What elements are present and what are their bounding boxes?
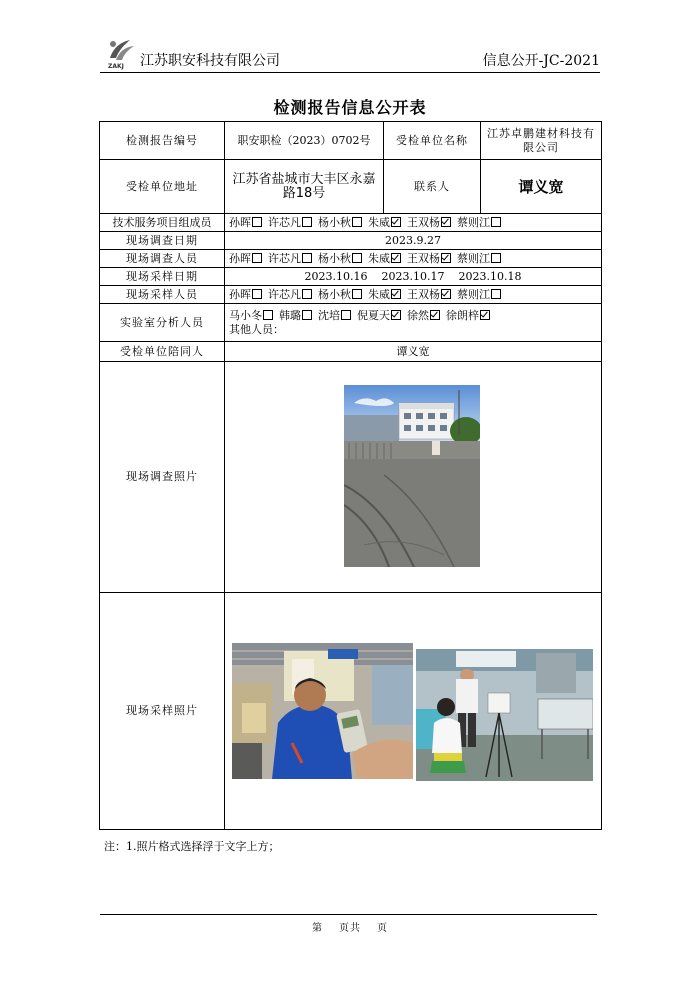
escort-value: 谭义宽 — [225, 342, 602, 362]
survey-staff — [225, 250, 602, 268]
team-label: 技术服务项目组成员 — [100, 214, 225, 232]
page-header — [100, 36, 600, 73]
report-no-value: 职安职检（2023）0702号 — [225, 122, 384, 160]
team-members — [225, 214, 602, 232]
unchecked-box-icon — [352, 253, 362, 263]
checked-box-icon — [391, 289, 401, 299]
svg-text:ZAKJ: ZAKJ — [108, 63, 124, 70]
staff-name: 徐然 — [407, 308, 429, 322]
staff-name: 杨小秋 — [318, 251, 351, 265]
staff-member — [446, 309, 496, 322]
staff-member — [268, 252, 318, 265]
footer-page-end: 页 — [377, 923, 388, 934]
staff-name: 王双杨 — [407, 287, 440, 301]
sampling-staff-label: 现场采样人员 — [100, 286, 225, 304]
table-row — [100, 593, 602, 830]
checked-box-icon — [480, 310, 490, 320]
lab-staff — [229, 309, 597, 323]
table-note: 注：1.照片格式选择浮于文字上方； — [104, 840, 280, 853]
staff-name: 孙晖 — [229, 251, 251, 265]
table-row — [100, 250, 602, 268]
staff-member — [318, 216, 368, 229]
staff-name: 朱威 — [368, 215, 390, 229]
unchecked-box-icon — [341, 310, 351, 320]
survey-photo-label: 现场调查照片 — [100, 362, 225, 593]
staff-member — [368, 288, 407, 301]
lab-cell — [225, 304, 602, 342]
staff-name: 朱威 — [368, 287, 390, 301]
staff-name: 许芯凡 — [268, 215, 301, 229]
staff-member — [268, 288, 318, 301]
staff-name: 孙晖 — [229, 215, 251, 229]
sampling-photo-2 — [416, 649, 593, 781]
staff-member — [279, 309, 318, 322]
contact-value: 谭义宽 — [481, 160, 602, 214]
survey-staff-label: 现场调查人员 — [100, 250, 225, 268]
table-row — [100, 232, 602, 250]
footer-page-label: 第 — [312, 923, 323, 934]
staff-member — [357, 309, 407, 322]
checked-box-icon — [441, 289, 451, 299]
staff-name: 徐朗梓 — [446, 308, 479, 322]
report-no-label: 检测报告编号 — [100, 122, 225, 160]
staff-name: 王双杨 — [407, 215, 440, 229]
survey-date-value: 2023.9.27 — [225, 232, 602, 250]
address-value: 江苏省盐城市大丰区永嘉路18号 — [225, 160, 384, 214]
staff-name: 蔡则江 — [457, 287, 490, 301]
checked-box-icon — [441, 253, 451, 263]
checked-box-icon — [391, 253, 401, 263]
staff-name: 韩璐 — [279, 308, 301, 322]
unchecked-box-icon — [263, 310, 273, 320]
staff-member — [318, 309, 357, 322]
sampling-photo-cell — [225, 593, 602, 830]
unchecked-box-icon — [252, 289, 262, 299]
table-row — [100, 362, 602, 593]
staff-name: 许芯凡 — [268, 287, 301, 301]
unchecked-box-icon — [302, 217, 312, 227]
staff-member — [407, 252, 457, 265]
staff-member — [229, 309, 279, 322]
staff-member — [457, 216, 507, 229]
sampling-date-label: 现场采样日期 — [100, 268, 225, 286]
table-row — [100, 160, 602, 214]
unchecked-box-icon — [302, 253, 312, 263]
sampling-dates-value: 2023.10.16 2023.10.17 2023.10.18 — [225, 268, 602, 286]
company-name: 江苏职安科技有限公司 — [140, 53, 280, 69]
unchecked-box-icon — [491, 253, 501, 263]
staff-member — [229, 288, 268, 301]
unchecked-box-icon — [491, 217, 501, 227]
staff-member — [407, 216, 457, 229]
table-row — [100, 268, 602, 286]
staff-member — [268, 216, 318, 229]
table-row — [100, 304, 602, 342]
table-row — [100, 286, 602, 304]
staff-name: 王双杨 — [407, 251, 440, 265]
unchecked-box-icon — [302, 310, 312, 320]
unchecked-box-icon — [491, 289, 501, 299]
footer-page-mid: 页共 — [339, 923, 361, 934]
staff-name: 倪夏天 — [357, 308, 390, 322]
table-row — [100, 122, 602, 160]
page-title: 检测报告信息公开表 — [273, 98, 427, 117]
staff-name: 马小冬 — [229, 308, 262, 322]
checked-box-icon — [391, 310, 401, 320]
unchecked-box-icon — [252, 217, 262, 227]
staff-member — [318, 288, 368, 301]
staff-member — [229, 216, 268, 229]
staff-name: 许芯凡 — [268, 251, 301, 265]
table-row — [100, 214, 602, 232]
table-row — [100, 342, 602, 362]
staff-name: 孙晖 — [229, 287, 251, 301]
document-code: 信息公开-JC-2021 — [482, 53, 600, 69]
sampling-staff — [225, 286, 602, 304]
lab-others: 其他人员： — [229, 322, 284, 336]
staff-member — [407, 309, 446, 322]
address-label: 受检单位地址 — [100, 160, 225, 214]
checked-box-icon — [441, 217, 451, 227]
staff-member — [229, 252, 268, 265]
staff-member — [457, 252, 507, 265]
contact-label: 联系人 — [384, 160, 481, 214]
staff-name: 朱威 — [368, 251, 390, 265]
lab-label: 实验室分析人员 — [100, 304, 225, 342]
survey-site-photo — [344, 385, 480, 567]
staff-member — [318, 252, 368, 265]
staff-member — [407, 288, 457, 301]
escort-label: 受检单位陪同人 — [100, 342, 225, 362]
checked-box-icon — [391, 217, 401, 227]
checked-box-icon — [430, 310, 440, 320]
survey-photo-cell — [225, 362, 602, 593]
staff-name: 蔡则江 — [457, 215, 490, 229]
staff-name: 杨小秋 — [318, 287, 351, 301]
staff-member — [368, 252, 407, 265]
info-table — [99, 121, 602, 830]
staff-name: 杨小秋 — [318, 215, 351, 229]
staff-name: 沈培 — [318, 308, 340, 322]
staff-member — [457, 288, 507, 301]
unchecked-box-icon — [252, 253, 262, 263]
sampling-photo-1 — [232, 643, 413, 779]
footer-divider — [100, 914, 597, 915]
unchecked-box-icon — [352, 217, 362, 227]
unchecked-box-icon — [352, 289, 362, 299]
page-footer — [0, 919, 700, 934]
staff-name: 蔡则江 — [457, 251, 490, 265]
unchecked-box-icon — [302, 289, 312, 299]
staff-member — [368, 216, 407, 229]
sampling-photo-label: 现场采样照片 — [100, 593, 225, 830]
client-label: 受检单位名称 — [384, 122, 481, 160]
survey-date-label: 现场调查日期 — [100, 232, 225, 250]
client-value: 江苏卓鹏建材科技有限公司 — [481, 122, 602, 160]
company-logo-icon — [104, 36, 138, 70]
